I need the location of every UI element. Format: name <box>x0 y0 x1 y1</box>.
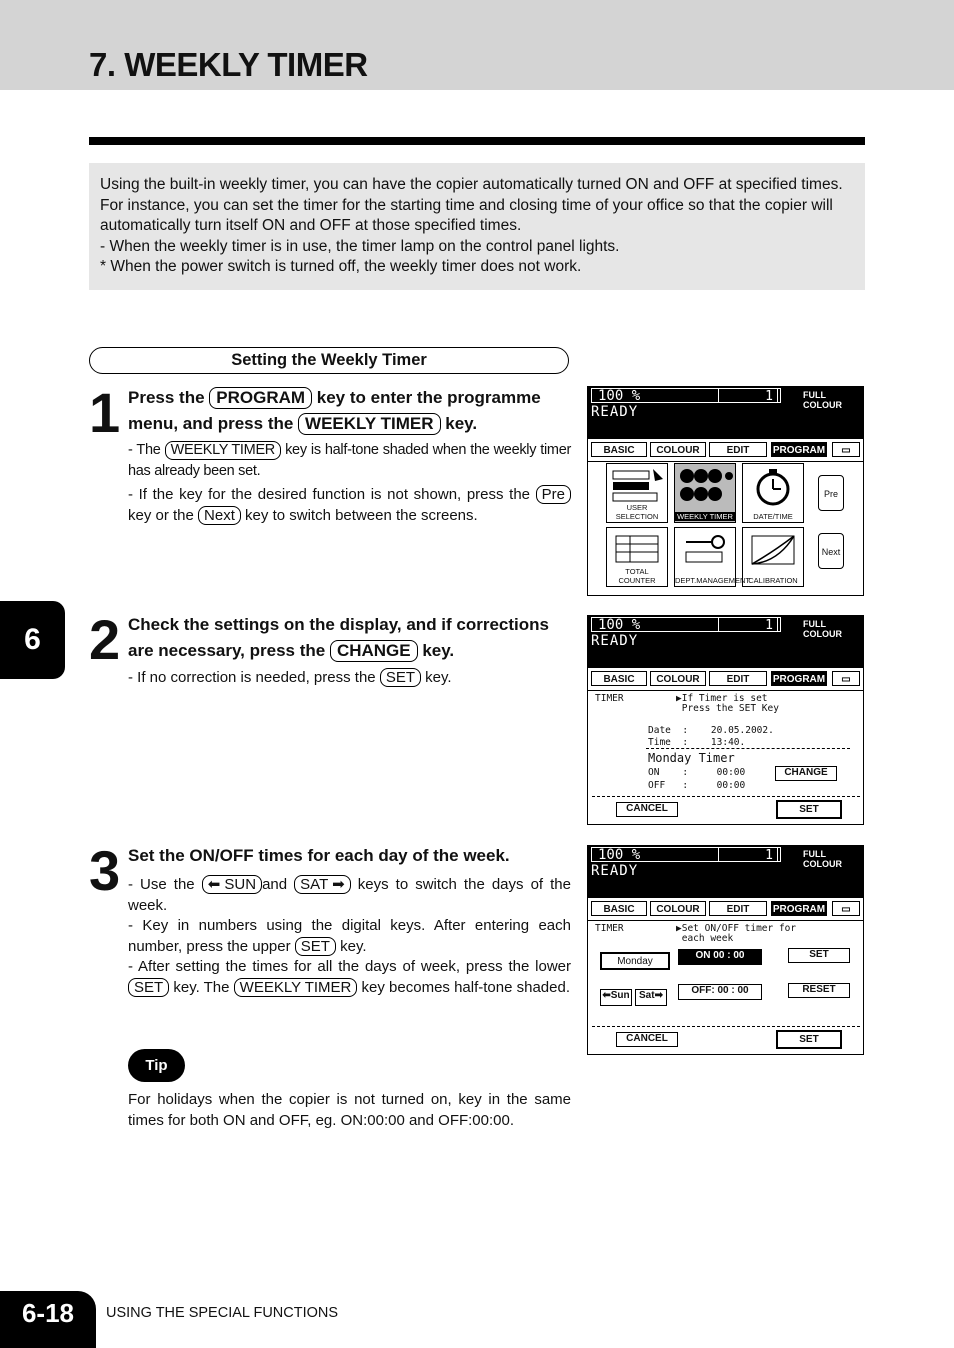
step2-heading <box>128 612 572 664</box>
text: key. <box>440 414 478 433</box>
lcd-copy-count: 1 <box>718 388 778 403</box>
header-band <box>0 0 954 90</box>
dept-management-icon[interactable] <box>674 527 751 587</box>
set-button[interactable]: SET <box>776 800 842 819</box>
text: key. <box>417 641 455 660</box>
lcd-zoom: 100 % <box>591 617 781 632</box>
text: - Key in numbers using the digital keys. After entering each number, press the upper <box>128 917 571 955</box>
icon-label: USER SELECTION <box>615 503 659 521</box>
tab-edit[interactable]: EDIT <box>709 671 767 686</box>
text: - Use the <box>128 876 202 893</box>
lcd-ready: READY <box>591 633 639 649</box>
off-time: OFF : 00:00 <box>648 780 746 791</box>
pre-key: Pre <box>536 485 571 504</box>
tip-text: For holidays when the copier is not turned on, key in the same times for both ON and OFF, eg. ON:00:00 and OFF:00:00. <box>128 1091 571 1129</box>
text: key. <box>335 938 367 955</box>
text: key to switch between the screens. <box>240 507 478 524</box>
footer-section: USING THE SPECIAL FUNCTIONS <box>106 1305 339 1321</box>
intro-paragraph: Using the built-in weekly timer, you can have the copier automatically turned ON and OFF at specified times. For instance, you can set the timer for the starting time and closing time of your office so that the copier will automatically turn itself ON and OFF at those specified times. <box>100 176 843 234</box>
set-key: SET <box>128 978 169 997</box>
text: - If no correction is needed, press the <box>128 669 380 686</box>
step1-note2 <box>128 484 571 526</box>
counter-graphic <box>612 532 662 568</box>
day-timer-label: Monday Timer <box>648 751 735 765</box>
lcd-color-mode: FULL COLOUR <box>803 619 842 639</box>
step3-heading: Set the ON/OFF times for each day of the week. <box>128 846 510 865</box>
lcd-tabs <box>588 668 863 691</box>
on-time: ON : 00:00 <box>648 767 746 778</box>
lcd-status-bar <box>588 387 863 439</box>
sun-button[interactable]: ⬅Sun <box>600 989 632 1006</box>
step3-note3 <box>128 956 571 998</box>
timer-label: TIMER <box>595 693 624 704</box>
calibration-graphic <box>748 532 798 568</box>
lcd-color-mode: FULL COLOUR <box>803 390 842 410</box>
upper-set-button[interactable]: SET <box>788 948 850 963</box>
sat-button[interactable]: Sat➡ <box>635 989 667 1006</box>
tab-program[interactable]: PROGRAM <box>771 671 827 686</box>
lower-set-button[interactable]: SET <box>776 1030 842 1049</box>
text: Press the <box>128 388 210 407</box>
step3-note1 <box>128 874 571 916</box>
tip-badge: Tip <box>128 1049 185 1082</box>
sat-key: SAT ➡ <box>294 875 351 894</box>
section-title: Setting the Weekly Timer <box>89 347 569 374</box>
lcd-tabs <box>588 439 863 462</box>
total-counter-icon[interactable] <box>606 527 668 587</box>
icon-label: DATE/TIME <box>753 512 793 521</box>
tab-basic[interactable]: BASIC <box>591 901 647 916</box>
text: key is half-tone shaded when the weekly timer has already been set. <box>128 442 571 479</box>
tab-edit[interactable]: EDIT <box>709 442 767 457</box>
keyboard-icon[interactable]: ▭ <box>832 901 860 916</box>
key-graphic <box>680 532 730 568</box>
text: - After setting the times for all the days of week, press the lower <box>128 958 571 975</box>
weekly-timer-key: WEEKLY TIMER <box>234 978 358 997</box>
icon-label: WEEKLY TIMER <box>675 512 735 521</box>
lcd-timer-set <box>587 845 864 1055</box>
step1-heading <box>128 385 572 437</box>
lcd-ready: READY <box>591 863 639 879</box>
icon-label: DEPT.MANAGEMENT <box>675 576 751 585</box>
keyboard-icon[interactable]: ▭ <box>832 671 860 686</box>
change-button[interactable]: CHANGE <box>775 766 837 781</box>
day-display: Monday <box>600 952 670 970</box>
tab-colour[interactable]: COLOUR <box>650 442 706 457</box>
lcd-copy-count: 1 <box>718 847 778 862</box>
next-key: Next <box>198 506 241 525</box>
tab-program[interactable]: PROGRAM <box>771 442 827 457</box>
user-selection-icon[interactable] <box>606 463 668 523</box>
lcd-color-mode: FULL COLOUR <box>803 849 842 869</box>
title-rule <box>89 137 865 145</box>
divider <box>592 1026 860 1027</box>
text: keys to switch the days of the week. <box>128 876 571 914</box>
lcd-ready: READY <box>591 404 639 420</box>
step1-note1 <box>128 440 571 482</box>
divider <box>646 748 850 749</box>
next-button[interactable]: Next <box>818 533 844 569</box>
cancel-button[interactable]: CANCEL <box>616 802 678 817</box>
date-readout: Date : 20.05.2002. <box>648 725 774 736</box>
on-time-field[interactable]: ON 00 : 00 <box>678 949 762 965</box>
lcd-tabs <box>588 898 863 921</box>
time-readout: Time : 13:40. <box>648 737 746 748</box>
text: and <box>262 876 295 893</box>
text: key. <box>421 669 452 686</box>
weekly-timer-key: WEEKLY TIMER <box>165 441 281 460</box>
text: key to enter the programme menu, and press the <box>128 388 541 433</box>
text: key or the <box>128 507 199 524</box>
cancel-button[interactable]: CANCEL <box>616 1032 678 1047</box>
divider <box>592 796 860 797</box>
weekly-timer-graphic <box>677 466 733 506</box>
text: Check the settings on the display, and if corrections are necessary, press the <box>128 615 549 660</box>
chapter-tab: 6 <box>0 601 65 679</box>
text: - If the key for the desired function is not shown, press the <box>128 486 536 503</box>
clock-graphic <box>753 467 793 507</box>
pre-button[interactable]: Pre <box>818 475 844 511</box>
set-key: SET <box>380 668 421 687</box>
sun-key: ⬅ SUN <box>202 875 262 894</box>
step3-note2 <box>128 915 571 957</box>
intro-box <box>89 163 865 290</box>
text: - The <box>128 442 165 458</box>
program-key: PROGRAM <box>209 387 312 409</box>
text: key. The <box>169 979 234 996</box>
user-selection-graphic <box>609 467 665 505</box>
date-time-icon[interactable] <box>742 463 804 523</box>
tab-program[interactable]: PROGRAM <box>771 901 827 916</box>
step-number-1: 1 <box>89 381 121 444</box>
reset-button[interactable]: RESET <box>788 983 850 998</box>
lcd-program-menu <box>587 386 864 596</box>
step2-note1 <box>128 667 571 688</box>
lcd-status-bar <box>588 616 863 668</box>
intro-note-lamp: - When the weekly timer is in use, the timer lamp on the control panel lights. <box>100 237 620 255</box>
icon-label: CALIBRATION <box>748 576 798 585</box>
step-number-2: 2 <box>89 608 121 671</box>
text: key becomes half-tone shaded. <box>357 979 571 996</box>
off-time-field[interactable]: OFF: 00 : 00 <box>678 984 762 1000</box>
tab-colour[interactable]: COLOUR <box>650 901 706 916</box>
intro-note-power: * When the power switch is turned off, the weekly timer does not work. <box>100 258 582 275</box>
tab-colour[interactable]: COLOUR <box>650 671 706 686</box>
page-title: 7. WEEKLY TIMER <box>89 46 368 83</box>
timer-message: ▶If Timer is set Press the SET Key <box>676 693 779 714</box>
keyboard-icon[interactable]: ▭ <box>832 442 860 457</box>
timer-message: ▶Set ON/OFF timer for each week <box>676 923 797 944</box>
lcd-zoom: 100 % <box>591 388 781 403</box>
weekly-timer-key: WEEKLY TIMER <box>298 413 440 435</box>
icon-label: TOTAL COUNTER <box>618 567 656 585</box>
timer-label: TIMER <box>595 923 624 934</box>
calibration-icon[interactable] <box>742 527 804 587</box>
set-key: SET <box>295 937 336 956</box>
tab-basic[interactable]: BASIC <box>591 442 647 457</box>
weekly-timer-icon[interactable] <box>674 463 736 523</box>
lcd-status-bar <box>588 846 863 898</box>
page-number: 6-18 <box>0 1291 96 1348</box>
tab-basic[interactable]: BASIC <box>591 671 647 686</box>
lcd-zoom: 100 % <box>591 847 781 862</box>
lcd-copy-count: 1 <box>718 617 778 632</box>
change-key: CHANGE <box>330 640 418 662</box>
tab-edit[interactable]: EDIT <box>709 901 767 916</box>
step-number-3: 3 <box>89 839 121 902</box>
lcd-timer-check <box>587 615 864 825</box>
